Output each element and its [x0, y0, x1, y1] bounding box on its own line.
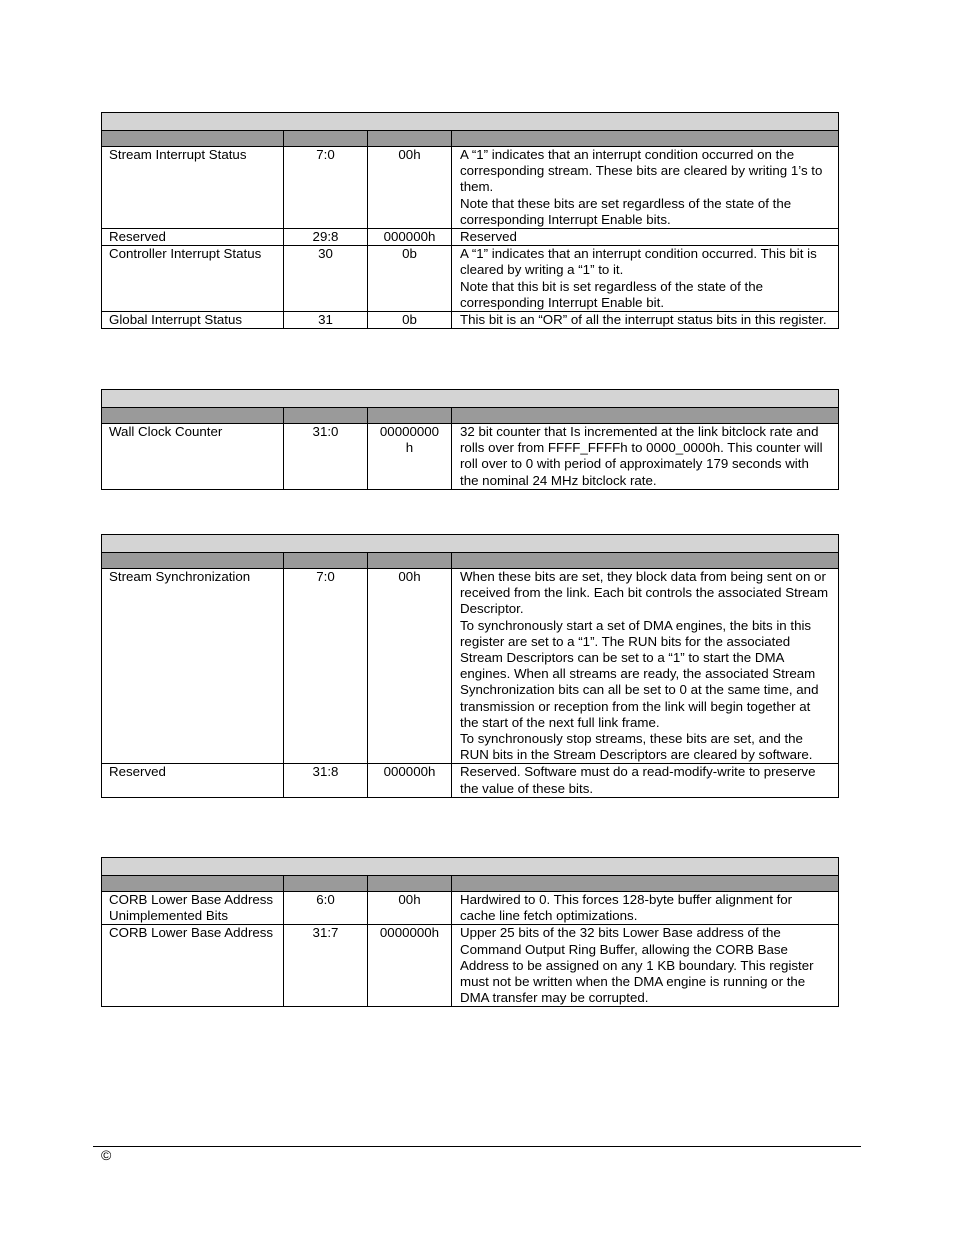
field-name: CORB Lower Base Address [102, 925, 284, 1007]
table-row [102, 424, 839, 490]
footer-rule [93, 1146, 861, 1147]
field-name: Global Interrupt Status [102, 312, 284, 329]
interrupt-status-table [101, 112, 839, 329]
wall-clock-table [101, 389, 839, 490]
field-name: Reserved [102, 764, 284, 797]
field-description: This bit is an “OR” of all the interrupt status bits in this register. [452, 312, 839, 329]
field-description: 32 bit counter that Is incremented at the link bitclock rate and rolls over from FFFF_FFFFh to 0000_0000h. This counter will roll over to 0 with period of approximately 179 seconds with the nominal 24 MHz bitclock rate. [452, 424, 839, 490]
table-header-row [102, 131, 839, 147]
field-description: Reserved. Software must do a read-modify-write to preserve the value of these bits. [452, 764, 839, 797]
field-reset: 00000000 h [368, 424, 452, 490]
table-header-row [102, 553, 839, 569]
table-row [102, 246, 839, 312]
table-row [102, 147, 839, 229]
table-row [102, 229, 839, 246]
field-description: A “1” indicates that an interrupt condition occurred. This bit is cleared by writing a “1” to it. Note that this bit is set regardless of the state of the corresponding Interrupt Enable bit. [452, 246, 839, 312]
field-bits: 29:8 [284, 229, 368, 246]
table-title-bar [102, 390, 839, 408]
table-title-bar [102, 113, 839, 131]
table-title-bar [102, 535, 839, 553]
table-row [102, 925, 839, 1007]
field-reset: 00h [368, 892, 452, 925]
field-description: Reserved [452, 229, 839, 246]
table-header-row [102, 408, 839, 424]
field-reset: 000000h [368, 764, 452, 797]
field-name: Reserved [102, 229, 284, 246]
field-name: Wall Clock Counter [102, 424, 284, 490]
table-row [102, 569, 839, 764]
table-row [102, 892, 839, 925]
field-bits: 7:0 [284, 569, 368, 764]
field-bits: 31 [284, 312, 368, 329]
field-name: Stream Synchronization [102, 569, 284, 764]
field-reset: 00h [368, 147, 452, 229]
field-bits: 31:8 [284, 764, 368, 797]
field-bits: 31:0 [284, 424, 368, 490]
table-title-bar [102, 858, 839, 876]
field-description: Upper 25 bits of the 32 bits Lower Base address of the Command Output Ring Buffer, allowing the CORB Base Address to be assigned on any 1 KB boundary. This register must not be written when the DMA engine is running or the DMA transfer may be corrupted. [452, 925, 839, 1007]
field-name: Controller Interrupt Status [102, 246, 284, 312]
stream-sync-table [101, 534, 839, 798]
field-bits: 7:0 [284, 147, 368, 229]
field-name: CORB Lower Base Address Unimplemented Bits [102, 892, 284, 925]
footer-copyright: © [101, 1147, 112, 1163]
field-description: Hardwired to 0. This forces 128-byte buffer alignment for cache line fetch optimizations. [452, 892, 839, 925]
field-reset: 0b [368, 246, 452, 312]
table-row [102, 312, 839, 329]
field-name: Stream Interrupt Status [102, 147, 284, 229]
field-description: A “1” indicates that an interrupt condition occurred on the corresponding stream. These bits are cleared by writing 1’s to them. Note that these bits are set regardless of the state of the corresponding Interrupt Enable bits. [452, 147, 839, 229]
field-reset: 0000000h [368, 925, 452, 1007]
field-reset: 00h [368, 569, 452, 764]
field-bits: 30 [284, 246, 368, 312]
field-reset: 0b [368, 312, 452, 329]
corb-lower-base-table [101, 857, 839, 1007]
field-bits: 6:0 [284, 892, 368, 925]
table-header-row [102, 876, 839, 892]
field-description: When these bits are set, they block data from being sent on or received from the link. Each bit controls the associated Stream Descriptor. To synchronously start a set of DMA engines, the bits in this register are set to a “1”. The RUN bits for the associated Stream Descriptors can be set to a “1” to start the DMA engines. When all streams are ready, the associated Stream Synchronization bits can all be set to 0 at the same time, and transmission or reception from the link will begin together at the start of the next full link frame. To synchronously stop streams, these bits are set, and the RUN bits in the Stream Descriptors are cleared by software. [452, 569, 839, 764]
field-reset: 000000h [368, 229, 452, 246]
table-row [102, 764, 839, 797]
field-bits: 31:7 [284, 925, 368, 1007]
